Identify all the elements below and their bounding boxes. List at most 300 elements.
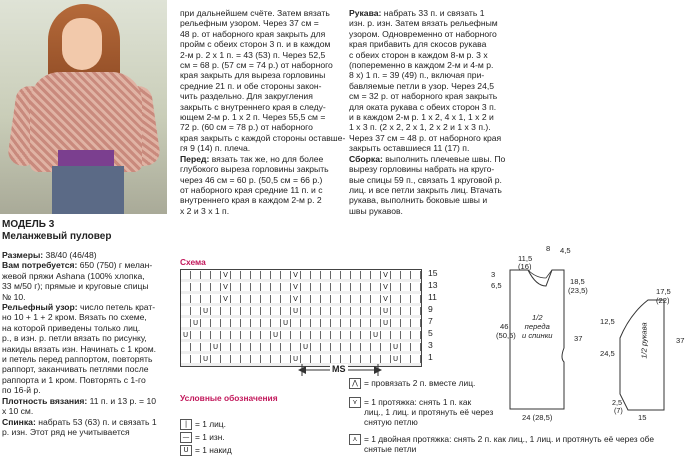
- text-line: [180, 50, 342, 60]
- text-line: [180, 18, 342, 28]
- chart-cell: [361, 283, 371, 291]
- text-line: [349, 143, 509, 153]
- legend-text: снятые петли: [364, 444, 417, 454]
- line-text: 2-м р. 2 х 1 п. = 43 (53) п. Через 52,5: [180, 49, 326, 60]
- chart-row: [181, 271, 421, 279]
- line-text: см = 68 р. (57 см = 74 р.) от наборного: [180, 60, 333, 71]
- chart-cell: [361, 295, 371, 303]
- sleeve-piece-label: 1/2 рукава: [639, 322, 649, 359]
- sleeve-dim-bottom: 15: [638, 413, 647, 422]
- line-text: х 10 см.: [2, 406, 34, 417]
- chart-cell: [201, 319, 211, 327]
- line-text: р., в изн. р. петли вязать по рисунку,: [2, 333, 147, 344]
- chart-row: [181, 319, 421, 327]
- chart-cell: [391, 283, 401, 291]
- text-line: [349, 102, 509, 112]
- chart-cell: U: [281, 319, 291, 327]
- text-line: [349, 60, 509, 70]
- text-line: [349, 8, 509, 18]
- chart-cell: [401, 295, 411, 303]
- chart-cell: U: [371, 331, 381, 339]
- chart-cell: [241, 283, 251, 291]
- sleeve-dim-bottom-small: 2,5: [612, 398, 622, 407]
- chart-cell: [201, 283, 211, 291]
- legend-text: = 1 протяжка: снять 1 п. как: [364, 397, 472, 407]
- chart-wrong-side-row: [181, 303, 421, 306]
- line-text: 1 х 3 п. (2 х 2, 2 х 1, 2 х 2 и 1 х 3 п.).: [349, 122, 491, 133]
- chart-cell: [341, 331, 351, 339]
- sleeve-dim-right-height: 37: [676, 336, 685, 345]
- line-text: на которой приведены только лиц.: [2, 322, 141, 333]
- text-line: [2, 333, 174, 343]
- chart-wrong-side-row: [181, 327, 421, 330]
- text-line: [2, 271, 174, 281]
- chart-cell: [181, 283, 191, 291]
- chart-cell: [321, 331, 331, 339]
- legend-text: = 1 накид: [195, 445, 232, 455]
- line-text: закрыть с внутреннего края в следу-: [180, 101, 326, 112]
- chart-cell: [301, 307, 311, 315]
- text-line: [349, 81, 509, 91]
- chart-cell: [411, 343, 421, 351]
- chart-cell: [341, 295, 351, 303]
- chart-cell: [271, 319, 281, 327]
- chart-cell: [231, 343, 241, 351]
- chart-cell: [261, 343, 271, 351]
- text-line: [2, 292, 174, 302]
- text-line: [180, 112, 342, 122]
- text-line: [2, 312, 174, 322]
- section-label: Сборка:: [349, 153, 383, 164]
- chart-cell: [321, 283, 331, 291]
- chart-cell: [411, 295, 421, 303]
- chart-cell: U: [291, 307, 301, 315]
- chart-row-number: 9: [428, 304, 433, 314]
- text-line: [180, 81, 342, 91]
- chart-cell: U: [291, 355, 301, 363]
- chart-cell: [271, 343, 281, 351]
- chart-cell: [281, 271, 291, 279]
- legend-text: = 1 лиц.: [195, 419, 226, 429]
- chart-cell: [391, 331, 401, 339]
- chart-cell: [311, 271, 321, 279]
- text-line: [349, 18, 509, 28]
- text-line: [2, 354, 174, 364]
- chart-cell: [241, 319, 251, 327]
- body-dim-top-left: 11,5: [518, 254, 533, 263]
- line-text: узором. Одновременно от наборного: [349, 28, 497, 39]
- chart-cell: [191, 331, 201, 339]
- chart-cell: [331, 271, 341, 279]
- legend-text: лиц., 1 лиц. и протянуть её через: [364, 407, 494, 417]
- chart-cell: [261, 271, 271, 279]
- chart-cell: [311, 331, 321, 339]
- chart-cell: [411, 271, 421, 279]
- chart-cell: [351, 307, 361, 315]
- text-line: [180, 195, 342, 205]
- legend-list: [180, 418, 232, 457]
- text-line: [2, 375, 174, 385]
- legend-symbol-icon: |: [180, 419, 192, 430]
- chart-wrong-side-row: [181, 339, 421, 342]
- text-line: [180, 132, 346, 143]
- chart-row-number: 3: [428, 340, 433, 350]
- chart-cell: U: [201, 355, 211, 363]
- chart-cell: [301, 331, 311, 339]
- chart-cell: [181, 307, 191, 315]
- text-line: [180, 70, 342, 80]
- chart-cell: [411, 307, 421, 315]
- line-text: чить раздельно. Для закругления: [180, 91, 313, 102]
- chart-cell: U: [301, 343, 311, 351]
- chart-cell: U: [211, 343, 221, 351]
- chart-cell: [371, 319, 381, 327]
- section-label: Рукава:: [349, 8, 382, 18]
- chart-cell: [231, 283, 241, 291]
- chart-cell: [331, 283, 341, 291]
- chart-cell: [351, 271, 361, 279]
- chart-cell: [201, 331, 211, 339]
- line-text: через 46 см = 60 р. (50,5 см = 66 р.): [180, 174, 323, 185]
- line-text: вые спицы 59 п., связать 1 круговой р.: [349, 174, 502, 185]
- chart-row: [181, 331, 421, 339]
- chart-cell: [331, 295, 341, 303]
- legend-symbol-icon: ⋏: [349, 434, 361, 445]
- legend-item-extended: [349, 434, 654, 454]
- chart-cell: [191, 283, 201, 291]
- chart-cell: [191, 271, 201, 279]
- line-text: 11 п. и 13 р. = 10: [87, 395, 157, 406]
- chart-cell: U: [391, 343, 401, 351]
- chart-wrong-side-row: [181, 351, 421, 354]
- chart-cell: [221, 343, 231, 351]
- chart-cell: V: [291, 295, 301, 303]
- chart-cell: [231, 295, 241, 303]
- chart-cell: U: [201, 307, 211, 315]
- chart-cell: [401, 283, 411, 291]
- sleeve-dim-left-height: 24,5: [600, 349, 615, 358]
- chart-cell: [281, 307, 291, 315]
- chart-cell: V: [221, 295, 231, 303]
- line-text: глубокого выреза горловины закрыть: [180, 164, 329, 175]
- chart-cell: [351, 319, 361, 327]
- line-text: закрыть оставшиеся 11 (17) п.: [349, 143, 470, 154]
- text-line: [2, 344, 174, 354]
- chart-cell: [261, 319, 271, 327]
- line-text: 72 р. (60 см = 78 р.) от наборного: [180, 122, 313, 133]
- chart-cell: [231, 331, 241, 339]
- chart-cell: [381, 331, 391, 339]
- body-dim-neck1: 3: [491, 270, 496, 279]
- chart-cell: V: [221, 271, 231, 279]
- sleeve-dim-top-alt: (22): [656, 296, 670, 305]
- text-line: [2, 364, 174, 374]
- chart-cell: [401, 343, 411, 351]
- chart-cell: [391, 307, 401, 315]
- chart-cell: [221, 331, 231, 339]
- chart-cell: [301, 319, 311, 327]
- line-text: раппорт, заканчивать петлями после: [2, 364, 149, 375]
- left-text-column: [2, 250, 174, 437]
- legend-symbol-icon: U: [180, 445, 192, 456]
- chart-wrong-side-row: [181, 291, 421, 294]
- chart-cell: U: [381, 307, 391, 315]
- chart-cell: [281, 343, 291, 351]
- chart-cell: [241, 331, 251, 339]
- chart-cell: [331, 331, 341, 339]
- line-text: изн. р. изн. Затем вязать рельефным: [349, 18, 498, 29]
- body-piece-label: 1/2 переда и спинки: [522, 313, 553, 340]
- sleeve-dim-top: 17,5: [656, 287, 671, 296]
- line-text: набрать 33 п. и связать 1: [381, 8, 485, 18]
- text-line: [2, 396, 174, 406]
- text-line: [180, 91, 342, 101]
- text-line: [2, 302, 174, 312]
- chart-cell: [401, 319, 411, 327]
- line-text: набрать 53 (63) п. и связать 1: [35, 416, 157, 427]
- text-line: [180, 175, 342, 185]
- legend-text: = 1 изн.: [195, 432, 225, 442]
- chart-cell: V: [291, 283, 301, 291]
- chart-cell: [291, 319, 301, 327]
- body-dim-top-mid: 8: [546, 244, 551, 253]
- chart-cell: [361, 331, 371, 339]
- chart-cell: [281, 283, 291, 291]
- line-text: по 16-й р.: [2, 385, 41, 396]
- chart-row: [181, 343, 421, 351]
- section-label: Спинка:: [2, 416, 36, 427]
- chart-cell: [191, 343, 201, 351]
- chart-cell: [321, 307, 331, 315]
- text-line: [180, 164, 342, 174]
- text-line: [349, 133, 509, 143]
- chart-wrong-side-row: [181, 279, 421, 282]
- sleeve-dim-bottom-small-alt: (7): [614, 406, 623, 415]
- chart-cell: [261, 283, 271, 291]
- text-line: [2, 427, 174, 437]
- rapport-label: MS: [332, 364, 346, 374]
- text-line: [349, 206, 509, 216]
- text-line: [180, 60, 342, 70]
- chart-cell: [341, 271, 351, 279]
- chart-cell: [331, 343, 341, 351]
- chart-cell: [361, 343, 371, 351]
- chart-cell: [281, 331, 291, 339]
- chart-cell: [311, 307, 321, 315]
- chart-cell: [391, 271, 401, 279]
- chart-cell: [301, 295, 311, 303]
- chart-row-number: 5: [428, 328, 433, 338]
- chart-grid: [180, 269, 422, 367]
- legend-symbol-icon: ⋎: [349, 397, 361, 408]
- text-line: [180, 122, 342, 132]
- chart-row-number: 7: [428, 316, 433, 326]
- line-text: швы рукавов.: [349, 205, 403, 216]
- chart-cell: [371, 295, 381, 303]
- text-line: [180, 39, 342, 49]
- chart-cell: [211, 283, 221, 291]
- legend-symbol-icon: ⋀: [349, 378, 361, 389]
- text-line: [349, 29, 509, 39]
- section-label: Размеры:: [2, 250, 44, 260]
- chart-cell: [311, 283, 321, 291]
- line-text: и петель перед раппортом, повторять: [2, 354, 153, 365]
- line-text: рельефным узором. Через 37 см =: [180, 18, 319, 29]
- chart-cell: U: [191, 319, 201, 327]
- chart-cell: [411, 331, 421, 339]
- chart-cell: [391, 295, 401, 303]
- text-line: [2, 385, 174, 395]
- chart-cell: [241, 295, 251, 303]
- chart-cell: [411, 283, 421, 291]
- chart-cell: [261, 331, 271, 339]
- chart-cell: [201, 295, 211, 303]
- text-line: [349, 50, 509, 60]
- chart-cell: [201, 271, 211, 279]
- chart-cell: [231, 271, 241, 279]
- chart-cell: [351, 343, 361, 351]
- line-text: бавляемые петли в узор. Через 24,5: [349, 80, 495, 91]
- chart-cell: V: [381, 283, 391, 291]
- legend-item: [180, 431, 232, 444]
- chart-cell: [291, 331, 301, 339]
- chart-cell: [231, 307, 241, 315]
- chart-cell: [181, 319, 191, 327]
- line-text: 33 м/50 г); прямые и круговые спицы: [2, 281, 149, 292]
- text-line: [180, 8, 342, 18]
- line-text: края прибавить для скосов рукава: [349, 39, 487, 50]
- chart-cell: V: [381, 295, 391, 303]
- text-line: [349, 164, 509, 174]
- chart-cell: [241, 307, 251, 315]
- line-text: № 10.: [2, 291, 26, 302]
- line-text: ющем 2-м р. 1 х 2 п. Через 55,5 см =: [180, 112, 326, 123]
- chart-cell: [261, 295, 271, 303]
- line-text: раппорта и 1 кром. Повторять с 1-го: [2, 374, 146, 385]
- chart-cell: [271, 283, 281, 291]
- chart-cell: [301, 271, 311, 279]
- chart-row: [181, 283, 421, 291]
- chart-cell: [261, 307, 271, 315]
- text-line: [349, 195, 509, 205]
- chart-cell: [211, 331, 221, 339]
- line-text: при дальнейшем счёте. Затем вязать: [180, 8, 330, 18]
- knitting-chart: [180, 268, 438, 365]
- line-text: Через 37 см = 48 р. от наборного края: [349, 132, 502, 143]
- chart-cell: [391, 319, 401, 327]
- chart-cell: U: [181, 331, 191, 339]
- text-line: [2, 250, 174, 260]
- legend-title: Условные обозначения: [180, 393, 278, 403]
- chart-cell: [271, 271, 281, 279]
- chart-cell: [251, 319, 261, 327]
- body-dim-right-top: 18,5: [570, 277, 585, 286]
- text-line: [2, 281, 174, 291]
- legend-text: = провязать 2 п. вместе лиц.: [364, 378, 476, 388]
- chart-cell: [381, 343, 391, 351]
- chart-cell: [191, 295, 201, 303]
- chart-row-number: 15: [428, 268, 438, 278]
- legend-item: [180, 418, 232, 431]
- chart-cell: [231, 319, 241, 327]
- text-line: [2, 406, 174, 416]
- line-text: от наборного края средние 11 п. и с: [180, 184, 323, 195]
- chart-cell: [291, 343, 301, 351]
- chart-cell: [211, 307, 221, 315]
- text-line: [2, 260, 174, 270]
- chart-cell: [361, 307, 371, 315]
- legend-text: = 1 двойная протяжка: снять 2 п. как лиц., 1 лиц. и протянуть её через обе: [364, 434, 654, 444]
- legend-symbol-icon: —: [180, 432, 192, 443]
- chart-cell: [311, 319, 321, 327]
- chart-cell: V: [291, 271, 301, 279]
- line-text: (попеременно в каждом 2-м и 4-м р.: [349, 60, 494, 71]
- legend-text: снятую петлю: [364, 417, 418, 427]
- line-text: см = 32 р. от наборного края закрыть: [349, 91, 498, 102]
- chart-cell: [271, 295, 281, 303]
- line-text: для оката рукава с обеих сторон 3 п.: [349, 101, 497, 112]
- line-text: гя 9 (14) п. плеча.: [180, 143, 251, 154]
- text-line: [349, 112, 509, 122]
- section-label: Рельефный узор:: [2, 302, 78, 313]
- legend-item-extended: [349, 397, 493, 427]
- chart-cell: [321, 319, 331, 327]
- chart-cell: [251, 331, 261, 339]
- chart-cell: [371, 283, 381, 291]
- chart-cell: [251, 307, 261, 315]
- body-dim-neck2: 6,5: [491, 281, 502, 290]
- chart-cell: [181, 271, 191, 279]
- chart-cell: [281, 295, 291, 303]
- model-photo: [0, 0, 167, 214]
- chart-cell: [341, 319, 351, 327]
- chart-cell: [351, 283, 361, 291]
- line-text: края закрыть для выреза горловины: [180, 70, 326, 81]
- chart-cell: [361, 271, 371, 279]
- chart-cell: [251, 283, 261, 291]
- chart-cell: V: [381, 271, 391, 279]
- chart-cell: [321, 295, 331, 303]
- text-line: [349, 154, 509, 164]
- text-line: [349, 39, 509, 49]
- text-line: [2, 417, 174, 427]
- chart-cell: [271, 307, 281, 315]
- line-text: края закрыть с каждой стороны оставше-: [180, 132, 346, 143]
- line-text: рукава, выполнить боковые швы и: [349, 195, 488, 206]
- section-label: Перед:: [180, 153, 210, 164]
- body-dim-right-top-alt: (23,5): [568, 286, 588, 295]
- line-text: жевой пряжи Ashana (100% хлопка,: [2, 270, 145, 281]
- line-text: 38/40 (46/48): [43, 250, 97, 260]
- line-text: вырезу горловины набрать на круго-: [349, 164, 495, 175]
- text-line: [180, 154, 342, 164]
- chart-cell: [401, 331, 411, 339]
- chart-cell: [221, 307, 231, 315]
- section-label: Вам потребуется:: [2, 260, 78, 271]
- chart-cell: [311, 343, 321, 351]
- section-label: Плотность вязания:: [2, 395, 88, 406]
- chart-row: [181, 307, 421, 315]
- text-line: [180, 206, 342, 216]
- chart-cell: [181, 295, 191, 303]
- chart-cell: [211, 271, 221, 279]
- text-line: [349, 122, 509, 132]
- chart-cell: [371, 307, 381, 315]
- chart-row: [181, 295, 421, 303]
- chart-cell: [211, 295, 221, 303]
- line-text: х 2 и 3 х 1 п.: [180, 205, 230, 216]
- text-line: [180, 143, 342, 153]
